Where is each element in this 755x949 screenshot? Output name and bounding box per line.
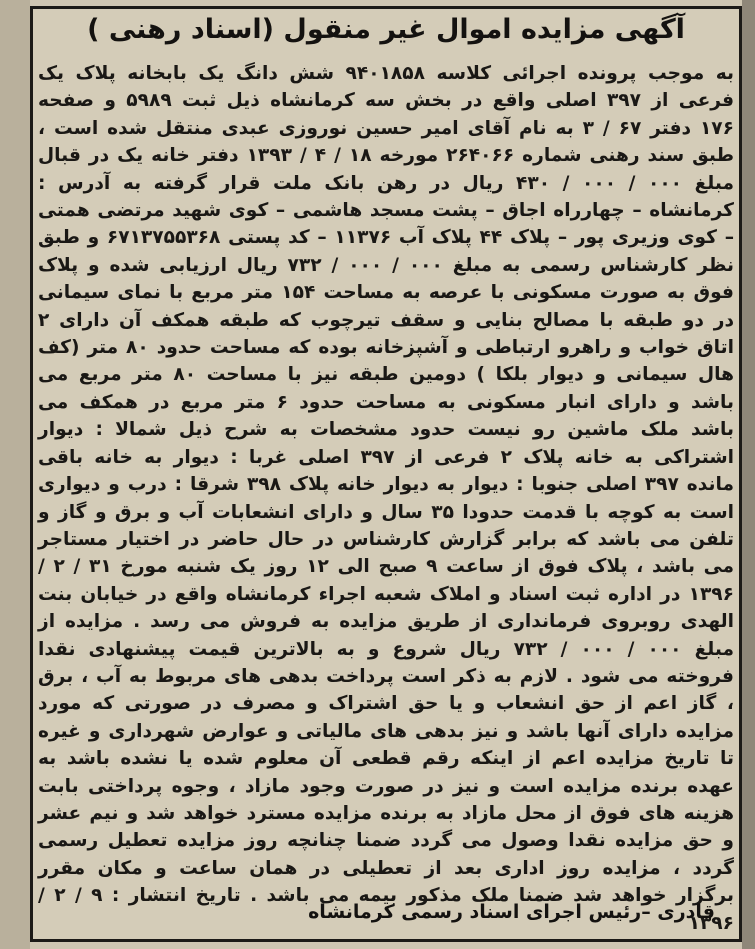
- paper-edge-right: [742, 0, 755, 949]
- notice-title: آگهی مزایده اموال غیر منقول (اسناد رهنی ): [87, 14, 685, 45]
- notice-body-text: به موجب پرونده اجرائی کلاسه ۹۴۰۱۸۵۸ شش دانگ یک بابخانه پلاک یک فرعی از ۳۹۷ اصلی واقع در بخش سه کرمانشاه ذیل ثبت ۵۹۸۹ و صفحه ۱۷۶ دفتر ۶۷ / ۳ به نام آقای امیر حسین نوروزی عبدی منتقل شده است ، طبق سند رهنی شماره ۲۶۴۰۶۶ مورخه ۱۸ / ۴ / ۱۳۹۳ دفتر خانه یک در قبال مبلغ ۰۰۰ / ۰۰۰ / ۴۳۰ ریال در رهن بانک ملت قرار گرفته به آدرس : کرمانشاه – چهارراه اجاق – پشت مسجد هاشمی – کوی شهید مرتضی همتی – کوی وزیری پور – پلاک ۴۴ پلاک آب ۱۱۳۷۶ – کد پستی ۶۷۱۳۷۵۵۳۶۸ و طبق نظر کارشناس رسمی به مبلغ ۰۰۰ / ۰۰۰ / ۷۳۲ ریال ارزیابی شده و پلاک فوق به صورت مسکونی با عرصه به مساحت ۱۵۴ متر مربع با نمای سیمانی در دو طبقه با مصالح بنایی و سقف تیرچوب که طبقه همکف آن دارای ۲ اتاق خواب و راهرو ارتباطی و آشپزخانه بوده که مساحت حدود ۸۰ متر (کف هال سیمانی و دیوار بلکا ) دومین طبقه نیز با مساحت ۸۰ متر مربع می باشد و دارای انبار مسکونی به مساحت حدود ۶ متر مربع در همکف می باشد ملک ماشین رو نیست حدود مشخصات به شرح ذیل شمالا : دیوار اشتراکی به خانه پلاک ۲ فرعی از ۳۹۷ اصلی غربا : دیوار به خانه باقی مانده ۳۹۷ اصلی جنوبا : دیوار به دیوار خانه پلاک ۳۹۸ شرقا : درب و دیواری است به کوچه با قدمت حدودا ۳۵ سال و دارای انشعابات آب و برق و گاز و تلفن می باشد که برابر گزارش کارشناس در حال حاضر در اختیار مستاجر می باشد ، پلاک فوق از ساعت ۹ صبح الی ۱۲ روز یک شنبه مورخ ۳۱ / ۲ / ۱۳۹۶ در اداره ثبت اسناد و املاک شعبه اجراء کرمانشاه واقع در خیابان بنت الهدی روبروی فرمانداری از طریق مزایده به فروش می رسد . مزایده از مبلغ ۰۰۰ / ۰۰۰ / ۷۳۲ ریال شروع و به بالاترین قیمت پیشنهادی نقدا فروخته می شود . لازم به ذکر است پرداخت بدهی های مربوط به آب ، برق ، گاز اعم از حق انشعاب و یا حق اشتراک و مصرف در صورتی که مورد مزایده دارای آنها باشد و نیز بدهی های مالیاتی و عوارض شهرداری و غیره تا تاریخ مزایده اعم از اینکه رقم قطعی آن معلوم شده یا نشده باشد به عهده برنده مزایده است و نیز در صورت وجود مازاد ، وجوه پرداختی بابت هزینه های فوق از محل مازاد به برنده مزایده مسترد خواهد شد و نیم عشر و حق مزایده نقدا وصول می گردد ضمنا چنانچه روز مزایده تعطیل رسمی گردد ، مزایده روز اداری بعد از تعطیلی در همان ساعت و مکان مقرر برگزار خواهد شد ضمنا ملک مذکور بیمه می باشد . تاریخ انتشار : ۹ / ۲ / ۱۳۹۶: [38, 63, 735, 934]
- notice-body: [38, 60, 734, 937]
- paper-edge-left: [0, 0, 30, 949]
- notice-signature: قادری –رئیس اجرای اسناد رسمی کرمانشاه: [308, 901, 715, 923]
